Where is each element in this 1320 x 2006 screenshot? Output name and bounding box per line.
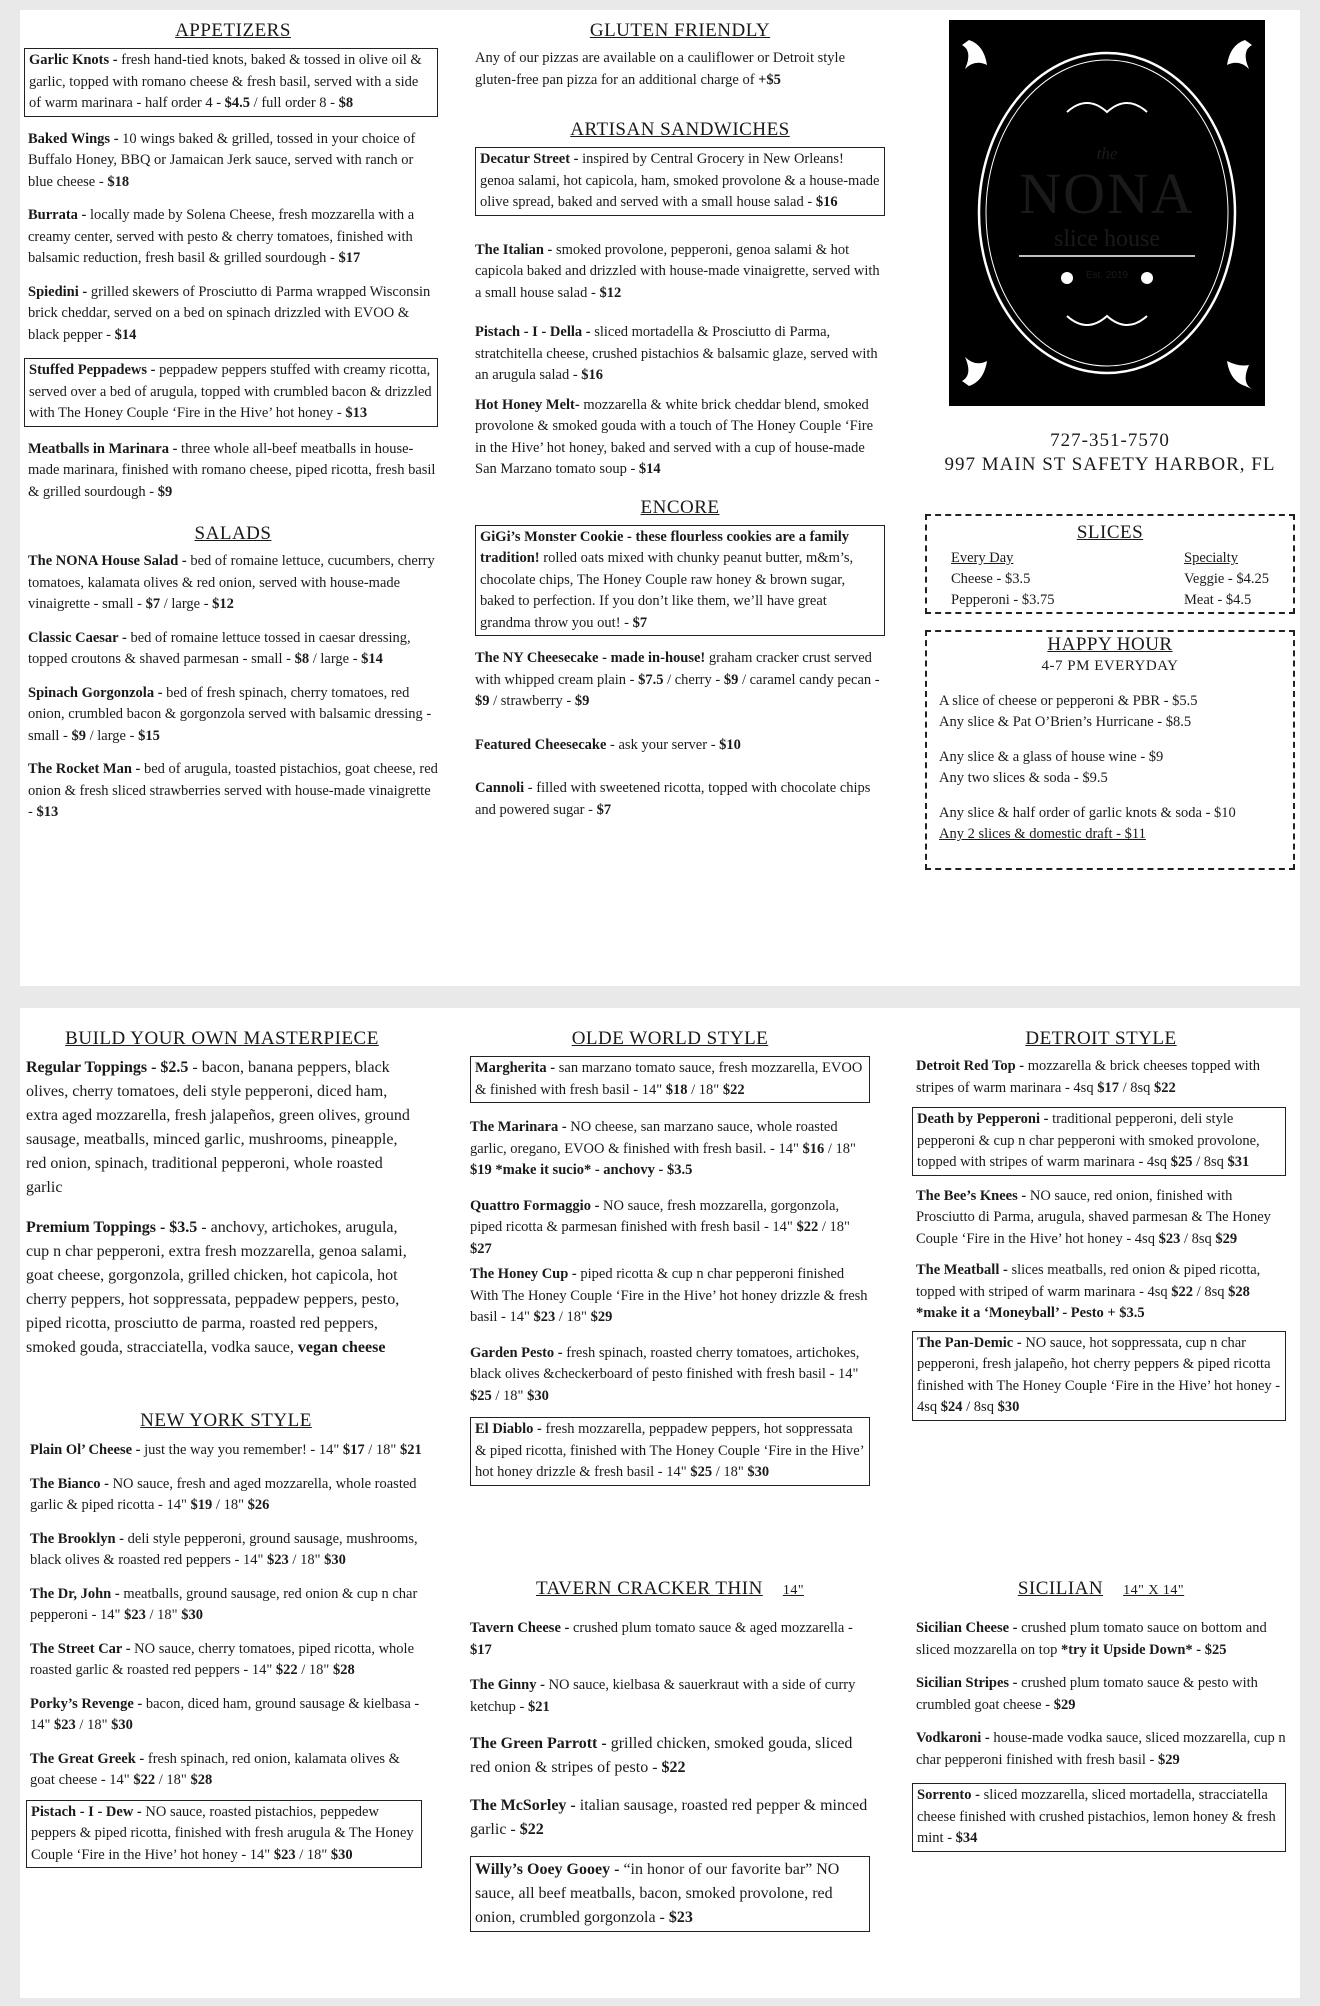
slice-price: Pepperoni - $3.75 — [951, 592, 1055, 608]
slices-everyday — [951, 548, 1055, 611]
slices-everyday-label: Every Day — [951, 550, 1014, 566]
slices-box — [925, 514, 1295, 614]
menu-item-the-marinara: The Marinara - NO cheese, san marzano sauce, whole roasted garlic, oregano, EVOO & finished with fresh basil. - 14" $16 / 18" $19 *make it sucio* - anchovy - $3.5 — [470, 1119, 856, 1178]
ny-style-heading: NEW YORK STYLE — [140, 1410, 312, 1431]
olde-tavern-column — [470, 1028, 870, 1498]
menu-item-ny-cheesecake: The NY Cheesecake - made in-house! graham cracker crust served with whipped cream plain - $7.5 / cherry - $9 / caramel candy pecan - $9 / strawberry - $9 — [475, 650, 880, 709]
happy-hour-group — [939, 803, 1281, 845]
menu-item-sorrento: Sorrento - sliced mozzarella, sliced mortadella, stracciatella cheese finished with crushed pistachios, lemon honey & fresh mint - $34 — [912, 1783, 1286, 1852]
happy-hour-deal: Any slice & Pat O’Brien’s Hurricane - $8.5 — [939, 714, 1192, 730]
menu-item-decatur-street: Decatur Street - inspired by Central Grocery in New Orleans! genoa salami, hot capicola, ham, smoked provolone & a house-made olive spread, baked and served with a small house salad - $16 — [475, 147, 885, 216]
phone-number: 727-351-7570 — [1050, 430, 1170, 451]
menu-item-vodkaroni: Vodkaroni - house-made vodka sauce, sliced mozzarella, cup n char pepperoni finished with fresh basil - $29 — [916, 1730, 1286, 1768]
menu-item-quattro-formaggio: Quattro Formaggio - NO sauce, fresh mozzarella, gorgonzola, piped ricotta & parmesan finished with fresh basil - 14" $22 / 18" $27 — [470, 1197, 850, 1257]
tavern-size: 14" — [782, 1583, 805, 1598]
sandwiches-encore-column — [475, 20, 885, 833]
menu-item-pan-demic: The Pan-Demic - NO sauce, hot soppressata, cup n char pepperoni, fresh jalapeño, hot cherry peppers & piped ricotta finished with The Honey Couple ‘Fire in the Hive’ hot honey - 4sq $24 / 8sq $30 — [912, 1331, 1286, 1421]
happy-hour-time: 4-7 PM EVERYDAY — [1041, 658, 1179, 674]
tavern-column — [470, 1578, 870, 1944]
olde-world-heading: OLDE WORLD STYLE — [571, 1028, 769, 1049]
menu-item-the-meatball: The Meatball - slices meatballs, red onion & piped ricotta, topped with striped of warm marinara - 4sq $22 / 8sq $28 *make it a ‘Moneyball’ - Pesto + $3.5 — [916, 1262, 1261, 1321]
gluten-friendly-text: Any of our pizzas are available on a cauliflower or Detroit style gluten-free pan pizza for an additional charge of +$5 — [475, 50, 846, 88]
menu-item-mcsorley: The McSorley - italian sausage, roasted red pepper & minced garlic - $22 — [470, 1797, 868, 1838]
menu-item-plain-cheese: Plain Ol’ Cheese - just the way you remember! - 14" $17 / 18" $21 — [30, 1442, 422, 1458]
menu-item-garden-pesto: Garden Pesto - fresh spinach, roasted cherry tomatoes, artichokes, black olives &checkerboard of pesto finished with fresh basil - 14" $25 / 18" $30 — [470, 1344, 860, 1404]
slice-price: Meat - $4.5 — [1184, 592, 1252, 608]
logo-subtitle: slice house — [1054, 226, 1160, 252]
happy-hour-heading: HAPPY HOUR — [1047, 634, 1173, 655]
slice-price: Veggie - $4.25 — [1184, 571, 1269, 587]
logo-name: NONA — [1019, 161, 1195, 226]
menu-item-margherita: Margherita - san marzano tomato sauce, fresh mozzarella, EVOO & finished with fresh basil - 14" $18 / 18" $22 — [470, 1056, 870, 1103]
menu-item-sicilian-stripes: Sicilian Stripes - crushed plum tomato sauce & pesto with crumbled goat cheese - $29 — [916, 1675, 1258, 1713]
menu-page-2 — [20, 1008, 1300, 1998]
menu-item-death-by-pepperoni: Death by Pepperoni - traditional pepperoni, deli style pepperoni & cup n char pepperoni with smoked provolone, topped with stripes of warm marinara - 4sq $25 / 8sq $31 — [912, 1107, 1286, 1176]
menu-item-willys-ooey-gooey: Willy’s Ooey Gooey - “in honor of our favorite bar” NO sauce, all beef meatballs, bacon, smoked provolone, red onion, crumbled gorgonzola - $23 — [470, 1856, 870, 1932]
slices-specialty-label: Specialty — [1184, 550, 1238, 566]
sicilian-column — [916, 1578, 1286, 1864]
happy-hour-deal: Any two slices & soda - $9.5 — [939, 770, 1108, 786]
sicilian-title: SICILIAN — [1017, 1578, 1104, 1599]
info-column — [925, 20, 1295, 870]
menu-item-street-car: The Street Car - NO sauce, cherry tomatoes, piped ricotta, whole roasted garlic & roasted red peppers - 14" $22 / 18" $28 — [30, 1640, 415, 1678]
menu-item-pistach-i-dew: Pistach - I - Dew - NO sauce, roasted pistachios, peppedew peppers & piped ricotta, finished with fresh arugula & The Honey Couple ‘Fire in the Hive’ hot honey - 14" $23 / 18" $30 — [26, 1800, 422, 1869]
menu-item-detroit-red-top: Detroit Red Top - mozzarella & brick cheeses topped with stripes of warm marinara - 4sq $17 / 8sq $22 — [916, 1058, 1261, 1096]
happy-hour-box — [925, 630, 1295, 870]
menu-item-spiedini: Spiedini - grilled skewers of Prosciutto di Parma wrapped Wisconsin brick cheddar, served on a bed on spinach drizzled with EVOO & black pepper - $14 — [28, 283, 431, 343]
menu-item-garlic-knots: Garlic Knots - fresh hand-tied knots, baked & tossed in olive oil & garlic, topped with romano cheese & fresh basil, served with a side of warm marinara - half order 4 - $4.5 / full order 8 - $8 — [24, 48, 438, 117]
menu-item-brooklyn: The Brooklyn - deli style pepperoni, ground sausage, mushrooms, black olives & roasted red peppers - 14" $23 / 18" $30 — [30, 1530, 418, 1568]
menu-item-bees-knees: The Bee’s Knees - NO sauce, red onion, finished with Prosciutto di Parma, arugula, shaved parmesan & The Honey Couple ‘Fire in the Hive’ hot honey - 4sq $23 / 8sq $29 — [916, 1187, 1271, 1247]
menu-item-bianco: The Bianco - NO sauce, fresh and aged mozzarella, whole roasted garlic & piped ricotta - 14" $19 / 18" $26 — [30, 1475, 417, 1513]
slices-prices — [951, 548, 1269, 611]
menu-item-tavern-cheese: Tavern Cheese - crushed plum tomato sauce & aged mozzarella - $17 — [470, 1620, 853, 1658]
happy-hour-deals — [939, 691, 1281, 845]
salads-heading: SALADS — [194, 523, 272, 544]
byo-heading: BUILD YOUR OWN MASTERPIECE — [65, 1028, 379, 1049]
slice-price: Cheese - $3.5 — [951, 571, 1031, 587]
menu-item-featured-cheesecake: Featured Cheesecake - ask your server - $10 — [475, 736, 741, 753]
encore-heading: ENCORE — [640, 496, 720, 518]
menu-item-hot-honey-melt: Hot Honey Melt- mozzarella & white brick cheddar blend, smoked provolone & smoked gouda with a touch of The Honey Couple ‘Fire in the Hive’ hot honey, baked and served with a cup of house-made San Marzano tomato soup - $14 — [475, 396, 874, 477]
menu-item-stuffed-peppadews: Stuffed Peppadews - peppadew peppers stuffed with creamy ricotta, served over a bed of arugula, topped with crumbled bacon & drizzled with The Honey Couple ‘Fire in the Hive’ hot honey - $13 — [24, 358, 438, 427]
menu-item-el-diablo: El Diablo - fresh mozzarella, peppadew peppers, hot soppressata & piped ricotta, finished with The Honey Couple ‘Fire in the Hive’ hot honey drizzle & fresh basil - 14" $25 / 18" $30 — [470, 1417, 870, 1486]
tavern-heading — [470, 1578, 870, 1600]
happy-hour-deal: Any slice & a glass of house wine - $9 — [939, 749, 1164, 765]
menu-item-baked-wings: Baked Wings - 10 wings baked & grilled, tossed in your choice of Buffalo Honey, BBQ or Jamaican Jerk sauce, served with ranch or blue cheese - $18 — [28, 130, 416, 190]
menu-item-porkys-revenge: Porky’s Revenge - bacon, diced ham, ground sausage & kielbasa - 14" $23 / 18" $30 — [30, 1695, 420, 1733]
menu-item-great-greek: The Great Greek - fresh spinach, red onion, kalamata olives & goat cheese - 14" $22 / 18" $28 — [30, 1750, 400, 1788]
ny-style-column — [30, 1410, 422, 1880]
nona-logo — [949, 20, 1265, 406]
happy-hour-deal: Any 2 slices & domestic draft - $11 — [939, 826, 1146, 842]
detroit-heading: DETROIT STYLE — [1025, 1028, 1177, 1049]
menu-item-spinach-gorgonzola: Spinach Gorgonzola - bed of fresh spinach, cherry tomatoes, red onion, crumbled bacon & gorgonzola served with balsamic dressing - small - $9 / large - $15 — [28, 684, 432, 744]
menu-item-pistach-i-della: Pistach - I - Della - sliced mortadella & Prosciutto di Parma, stratchitella cheese, crushed pistachios & balsamic glaze, served with an arugula salad - $16 — [475, 324, 878, 383]
menu-item-cannoli: Cannoli - filled with sweetened ricotta, topped with chocolate chips and powered sugar - $7 — [475, 780, 871, 818]
menu-item-rocket-man: The Rocket Man - bed of arugula, toasted pistachios, goat cheese, red onion & fresh sliced strawberries served with house-made vinaigrette - $13 — [28, 761, 438, 820]
menu-item-dr-john: The Dr, John - meatballs, ground sausage, red onion & cup n char pepperoni - 14" $23 / 18" $30 — [30, 1585, 418, 1623]
sandwiches-heading: ARTISAN SANDWICHES — [570, 119, 790, 140]
slices-heading: SLICES — [1076, 522, 1144, 543]
menu-item-house-salad: The NONA House Salad - bed of romaine lettuce, cucumbers, cherry tomatoes, kalamata olives & red onion, served with house-made vinaigrette - small - $7 / large - $12 — [28, 553, 435, 612]
slices-specialty — [1184, 548, 1269, 611]
menu-item-burrata: Burrata - locally made by Solena Cheese, fresh mozzarella with a creamy center, served with pesto & cherry tomatoes, finished with balsamic reduction, fresh basil & grilled sourdough - $17 — [28, 207, 415, 266]
menu-item-classic-caesar: Classic Caesar - bed of romaine lettuce tossed in caesar dressing, topped croutons & shaved parmesan - small - $8 / large - $14 — [28, 629, 411, 667]
premium-toppings: Premium Toppings - $3.5 - anchovy, artichokes, arugula, cup n char pepperoni, extra fresh mozzarella, genoa salami, goat cheese, gorgonzola, grilled chicken, hot capicola, hot cherry peppers, hot soppressata, peppadew peppers, pesto, piped ricotta, prosciutto de parma, roasted red peppers, smoked gouda, stracciatella, vodka sauce, vegan cheese — [26, 1219, 407, 1356]
menu-page-1 — [20, 10, 1300, 986]
menu-item-honey-cup: The Honey Cup - piped ricotta & cup n char pepperoni finished With The Honey Couple ‘Fire in the Hive’ hot honey drizzle & fresh basil - 14" $23 / 18" $29 — [470, 1266, 868, 1325]
gluten-friendly-heading: GLUTEN FRIENDLY — [589, 20, 771, 41]
menu-item-meatballs-marinara: Meatballs in Marinara - three whole all-beef meatballs in house-made marinara, finished with romano cheese, piped ricotta, fresh basil & grilled sourdough - $9 — [28, 440, 436, 500]
moneyball-note: *make it a ‘Moneyball’ - Pesto + $3.5 — [916, 1305, 1145, 1321]
regular-toppings: Regular Toppings - $2.5 - bacon, banana peppers, black olives, cherry tomatoes, deli style pepperoni, diced ham, extra aged mozzarella, fresh jalapeños, green olives, ground sausage, meatballs, minced garlic, mushrooms, pineapple, red onion, spinach, traditional pepperoni, whole roasted garlic — [26, 1059, 410, 1196]
sicilian-heading — [916, 1578, 1286, 1600]
logo-the: the — [1096, 144, 1118, 163]
menu-item-ginny: The Ginny - NO sauce, kielbasa & sauerkraut with a side of curry ketchup - $21 — [470, 1677, 856, 1715]
happy-hour-deal: A slice of cheese or pepperoni & PBR - $5.5 — [939, 693, 1198, 709]
happy-hour-deal: Any slice & half order of garlic knots & soda - $10 — [939, 805, 1236, 821]
tavern-title: TAVERN CRACKER THIN — [535, 1578, 763, 1599]
appetizers-heading: APPETIZERS — [175, 20, 291, 41]
appetizers-salads-column — [28, 20, 438, 836]
menu-item-green-parrott: The Green Parrott - grilled chicken, smoked gouda, sliced red onion & stripes of pesto - $22 — [470, 1735, 853, 1776]
menu-item-sicilian-cheese: Sicilian Cheese - crushed plum tomato sauce on bottom and sliced mozzarella on top *try it Upside Down* - $25 — [916, 1620, 1267, 1658]
menu-item-monster-cookie: GiGi’s Monster Cookie - these flourless cookies are a family tradition! rolled oats mixed with chunky peanut butter, m&m’s, chocolate chips, The Honey Couple raw honey & brown sugar, baked to perfection. If you don’t like them, we’ll have great grandma throw you out! - $7 — [475, 525, 885, 637]
happy-hour-group — [939, 747, 1281, 789]
happy-hour-group — [939, 691, 1281, 733]
address: 997 MAIN ST SAFETY HARBOR, FL — [944, 454, 1276, 475]
sicilian-size: 14" X 14" — [1123, 1583, 1185, 1598]
detroit-sicilian-column — [916, 1028, 1286, 1433]
logo-established: Est. 2019 — [1085, 270, 1129, 281]
byo-ny-column — [26, 1028, 418, 1368]
menu-item-the-italian: The Italian - smoked provolone, pepperoni, genoa salami & hot capicola baked and drizzled with house-made vinaigrette, served with a small house salad - $12 — [475, 241, 880, 301]
